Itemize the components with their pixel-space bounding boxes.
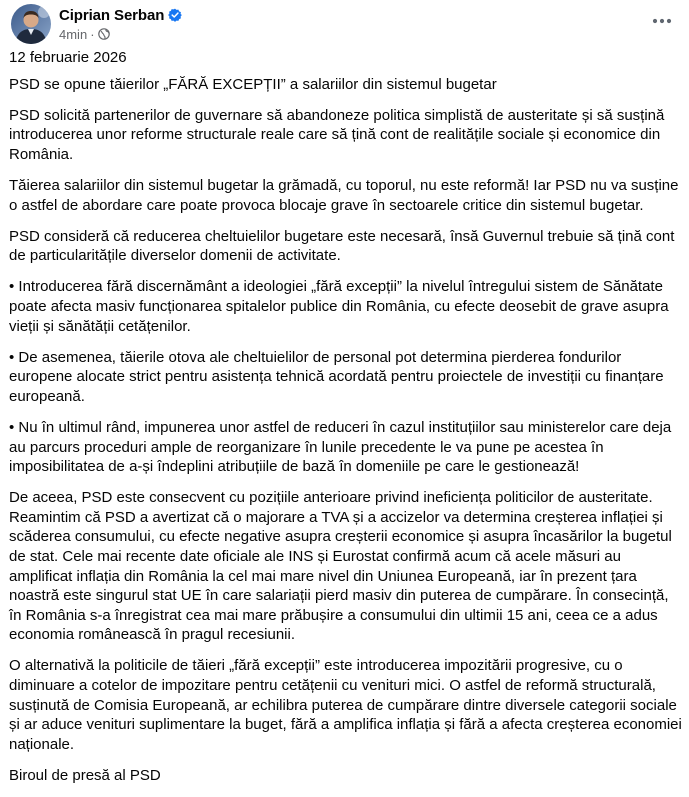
author-avatar[interactable] (11, 4, 51, 44)
separator-dot: · (90, 26, 95, 42)
post-paragraph: PSD solicită partenerilor de guvernare să abandoneze politica simplistă de austeritate și să susțină introducerea unor reforme structurale reale care să țină cont de realitățile sociale și economice din România. (9, 106, 665, 163)
post-bullet: • Nu în ultimul rând, impunerea unor astfel de reduceri în cazul instituțiilor sau ministerelor care deja au parcurs proceduri ample de reorganizare în lunile precedente le va pune pe acestea în imposibilitatea de a-și îndeplini atribuțiile de bază în domeniile pe care le gestionează! (9, 418, 672, 476)
author-name[interactable]: Ciprian Serban (59, 6, 165, 24)
post-paragraph: Tăierea salariilor din sistemul bugetar la grămadă, cu toporul, nu este reformă! Iar PSD nu va susține o astfel de abordare care poate provoca blocaje grave în sectoarele critice din sistemul bugetar. (9, 176, 679, 214)
post-date: 12 februarie 2026 (9, 49, 127, 66)
verified-badge-icon (168, 8, 182, 22)
globe-icon[interactable] (98, 28, 110, 40)
post-bullet: • De asemenea, tăierile otova ale cheltuielilor de personal pot determina pierderea fondurilor europene alocate strict pentru asistența tehnică acordată pentru proiectele de investiții cu finanțare europeană. (9, 348, 664, 405)
post-subline (59, 25, 182, 43)
post-paragraph: O alternativă la politicile de tăieri „fără excepții” este introducerea impozitării progresive, cu o diminuare a cotelor de impozitare pentru cetățenii cu venituri mici. O astfel de reformă structurală, susținută de Comisia Europeană, ar echilibra puterea de cumpărare dintre diversele categorii sociale și ar aduce venituri suplimentare la buget, fără a amplifica inflația și fără a afecta creșterea economiei naționale. (9, 657, 682, 753)
post-header (11, 3, 182, 45)
person-avatar-icon (11, 4, 51, 44)
post-body (9, 48, 685, 797)
post-paragraph: PSD consideră că reducerea cheltuielilor bugetare este necesară, însă Guvernul trebuie să țină cont de particularitățile diverselor domenii de activitate. (9, 227, 675, 265)
post-timestamp[interactable]: 4min (59, 26, 88, 42)
post-signature: Biroul de presă al PSD (9, 766, 161, 784)
more-options-button[interactable] (649, 10, 675, 32)
post-headline: PSD se opune tăierilor „FĂRĂ EXCEPȚII” a salariilor din sistemul bugetar (9, 75, 497, 93)
more-options-icon (652, 18, 672, 24)
post-meta (59, 5, 182, 43)
author-row (59, 5, 182, 25)
post-paragraph: De aceea, PSD este consecvent cu pozițiile anterioare privind ineficiența politicilor de austeritate. Reamintim că PSD a avertizat că o majorare a TVA și a accizelor va determina creșterea inflației și scăderea consumului, cu efecte negative asupra creșterii economice și asupra încasărilor la bugetul de stat. Cele mai recente date oficiale ale INS și Eurostat confirmă acum că acele măsuri au amplificat inflația din România la cel mai mare nivel din Uniunea Europeană, iar în prezent țara noastră este singurul stat UE în care salariații pierd masiv din puterea de cumpărare. În consecință, în România s-a înregistrat cea mai mare prăbușire a consumului din ultimii 15 ani, ceea ce a adus economia românească în pragul recesiunii. (9, 489, 672, 644)
post-bullet: • Introducerea fără discernământ a ideologiei „fără excepții” la nivelul întregului sistem de Sănătate poate afecta masiv funcționarea spitalelor publice din România, cu efecte deosebit de grave asupra vieții și sănătății cetățenilor. (9, 278, 669, 335)
